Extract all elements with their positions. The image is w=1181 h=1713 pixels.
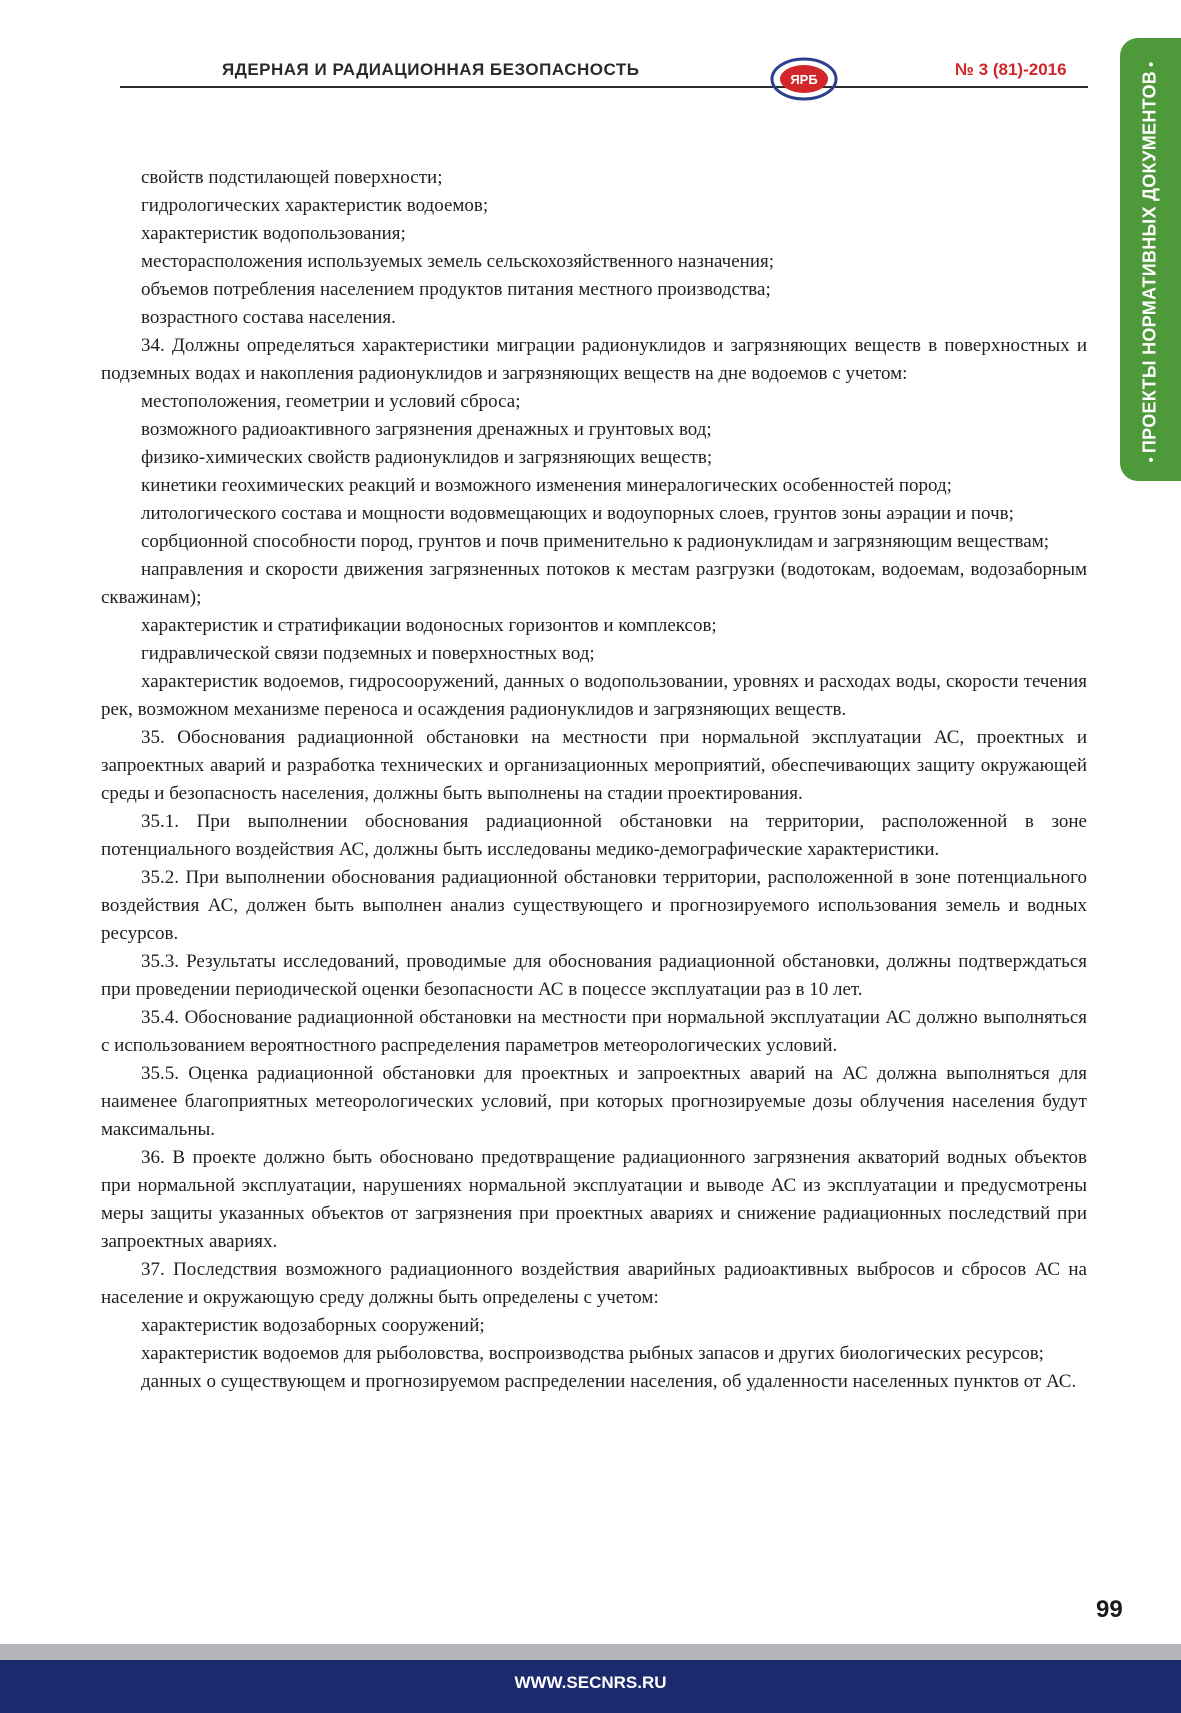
section-tab-bullet-left: • [1142,457,1159,463]
paragraph: характеристик водопользования; [141,223,406,244]
paragraph: данных о существующем и прогнозируемом распределении населения, об удаленности населенных пунктов от АС. [141,1371,1077,1392]
paragraph: физико-химических свойств радионуклидов и загрязняющих веществ; [141,447,713,468]
paragraph: 35.3. Результаты исследований, проводимые для обоснования радиационной обстановки, должны подтверждаться при проведении периодической оценки безопасности АС в поцессе эксплуатации раз в 10 лет. [101,951,1087,1000]
paragraph: месторасположения используемых земель сельскохозяйственного назначения; [141,251,775,272]
paragraph: характеристик водоемов, гидросооружений, данных о водопользовании, уровнях и расходах воды, скорости течения рек, возможном механизме переноса и осаждения радионуклидов и загрязняющих веществ. [101,671,1087,720]
paragraph: 34. Должны определяться характеристики миграции радионуклидов и загрязняющих веществ в поверхностных и подземных водах и накопления радионуклидов и загрязняющих веществ на дне водоемов с учетом: [101,335,1087,384]
section-tab-bullet-right: • [1142,61,1159,67]
footer-url-link[interactable]: WWW.SECNRS.RU [514,1673,667,1692]
logo-text: ЯРБ [790,72,818,87]
paragraph: характеристик и стратификации водоносных горизонтов и комплексов; [141,615,717,636]
journal-title: ЯДЕРНАЯ И РАДИАЦИОННАЯ БЕЗОПАСНОСТЬ [222,60,640,79]
paragraph: характеристик водозаборных сооружений; [141,1315,485,1336]
section-tab-label [1140,58,1161,467]
paragraph: гидрологических характеристик водоемов; [141,195,489,216]
header-rule [120,86,1088,88]
paragraph: характеристик водоемов для рыболовства, воспроизводства рыбных запасов и других биологических ресурсов; [141,1343,1044,1364]
paragraph: 35.5. Оценка радиационной обстановки для проектных и запроектных аварий на АС должна выполняться для наименее благоприятных метеорологических условий, при которых прогнозируемые дозы облучения населения будут максимальны. [101,1063,1087,1140]
paragraph: возрастного состава населения. [141,307,396,328]
paragraph: 35. Обоснования радиационной обстановки на местности при нормальной эксплуатации АС, проектных и запроектных аварий и разработка технических и организационных мероприятий, обеспечивающих защиту окружающей среды и безопасность населения, должны быть выполнены на стадии проектирования. [101,727,1087,804]
page-number: 99 [1096,1596,1123,1623]
footer-stripe [0,1644,1181,1660]
issue-number: № 3 (81)-2016 [955,60,1067,79]
paragraph: сорбционной способности пород, грунтов и почв применительно к радионуклидам и загрязняющим веществам; [141,531,1049,552]
paragraph: гидравлической связи подземных и поверхностных вод; [141,643,595,664]
paragraph: свойств подстилающей поверхности; [141,167,443,188]
paragraph: 35.4. Обоснование радиационной обстановки на местности при нормальной эксплуатации АС должно выполняться с использованием вероятностного распределения параметров метеорологических условий. [101,1007,1087,1056]
paragraph: кинетики геохимических реакций и возможного изменения минералогических особенностей пород; [141,475,952,496]
paragraph: направления и скорости движения загрязненных потоков к местам разгрузки (водотокам, водоемам, водозаборным скважинам); [101,559,1087,608]
paragraph: литологического состава и мощности водовмещающих и водоупорных слоев, грунтов зоны аэрации и почв; [141,503,1014,524]
paragraph: объемов потребления населением продуктов питания местного производства; [141,279,771,300]
journal-logo-icon [770,56,838,102]
paragraph: 35.1. При выполнении обоснования радиационной обстановки на территории, расположенной в зоне потенциального воздействия АС, должны быть исследованы медико-демографические характеристики. [101,811,1087,860]
section-tab-text: ПРОЕКТЫ НОРМАТИВНЫХ ДОКУМЕНТОВ [1139,70,1160,454]
paragraph: местоположения, геометрии и условий сброса; [141,391,521,412]
article-body [101,164,1087,1396]
paragraph: 36. В проекте должно быть обосновано предотвращение радиационного загрязнения акваторий водных объектов при нормальной эксплуатации, нарушениях нормальной эксплуатации и выводе АС из эксплуатации и предусмотрены меры защиты указанных объектов от загрязнения при проектных авариях и снижение радиационных последствий при запроектных авариях. [101,1147,1087,1252]
paragraph: 35.2. При выполнении обоснования радиационной обстановки территории, расположенной в зоне потенциального воздействия АС, должен быть выполнен анализ существующего и прогнозируемого использования земель и водных ресурсов. [101,867,1087,944]
paragraph: возможного радиоактивного загрязнения дренажных и грунтовых вод; [141,419,712,440]
paragraph: 37. Последствия возможного радиационного воздействия аварийных радиоактивных выбросов и сбросов АС на население и окружающую среду должны быть определены с учетом: [101,1259,1087,1308]
